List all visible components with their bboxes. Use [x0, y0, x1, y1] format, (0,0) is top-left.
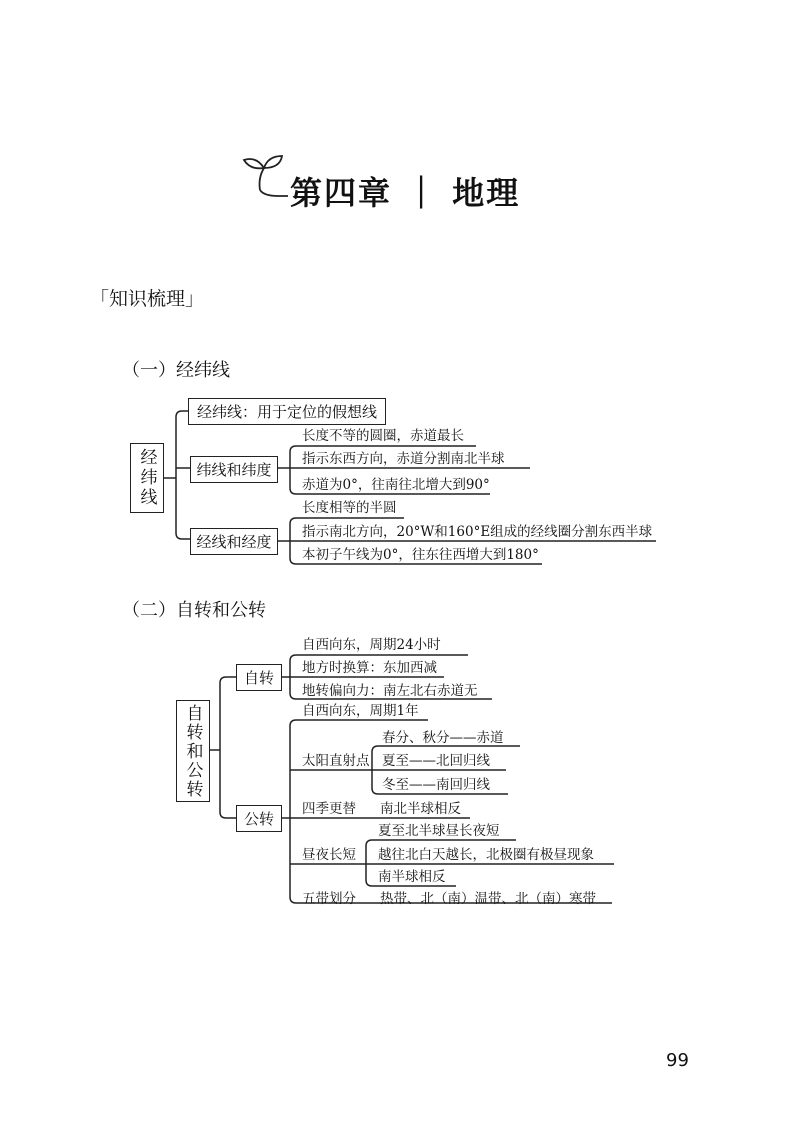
part2-heading: （二）自转和公转 [122, 600, 266, 621]
rotation-item-2: 地方时换算：东加西减 [302, 660, 437, 676]
zones-value: 热带、北（南）温带、北（南）寒带 [380, 891, 596, 907]
direct-point-item-2: 夏至——北回归线 [382, 753, 490, 769]
longitude-item-2: 指示南北方向，20°W和160°E组成的经线圈分割东西半球 [302, 524, 653, 540]
zones-label: 五带划分 [302, 891, 356, 907]
chapter-title: 第四章 ｜ 地理 [290, 174, 521, 212]
part1-heading: （一）经纬线 [122, 360, 230, 381]
seasons-label: 四季更替 [302, 801, 356, 817]
direct-point-item-1: 春分、秋分——赤道 [382, 730, 504, 746]
node-latlong-definition-label: 经纬线：用于定位的假想线 [196, 403, 377, 421]
node-revolution-label: 公转 [243, 810, 274, 828]
latitude-item-2: 指示东西方向，赤道分割南北半球 [302, 451, 505, 467]
direct-point-label: 太阳直射点 [302, 753, 370, 769]
page-number: 99 [666, 1050, 689, 1071]
node-revolution [236, 805, 282, 832]
seasons-value: 南北半球相反 [380, 801, 461, 817]
daynight-label: 昼夜长短 [302, 847, 356, 863]
part1-root-box [130, 443, 164, 513]
latitude-item-3: 赤道为0°，往南往北增大到90° [302, 477, 490, 493]
node-rotation-label: 自转 [243, 669, 274, 687]
revolution-period: 自西向东，周期1年 [302, 703, 419, 719]
longitude-item-1: 长度相等的半圆 [302, 500, 397, 516]
node-latitude-label: 纬线和纬度 [196, 461, 272, 479]
part1-root-label: 经纬线 [136, 448, 157, 508]
node-latlong-definition [188, 398, 386, 425]
daynight-item-1: 夏至北半球昼长夜短 [378, 823, 500, 839]
part2-root-label: 自转和公转 [182, 703, 203, 799]
latitude-item-1: 长度不等的圆圈，赤道最长 [302, 428, 464, 444]
direct-point-item-3: 冬至——南回归线 [382, 777, 490, 793]
rotation-item-3: 地转偏向力：南左北右赤道无 [302, 683, 478, 699]
section-label: 「知识梳理」 [90, 288, 205, 310]
node-longitude [190, 528, 278, 555]
part2-root-box [176, 700, 210, 802]
daynight-item-3: 南半球相反 [378, 869, 446, 885]
longitude-item-3: 本初子午线为0°，往东往西增大到180° [302, 547, 539, 563]
sprout-icon [238, 150, 290, 202]
node-latitude [190, 456, 278, 483]
node-longitude-label: 经线和经度 [196, 533, 272, 551]
daynight-item-2: 越往北白天越长，北极圈有极昼现象 [378, 847, 594, 863]
node-rotation [236, 664, 282, 691]
rotation-item-1: 自西向东，周期24小时 [302, 637, 441, 653]
